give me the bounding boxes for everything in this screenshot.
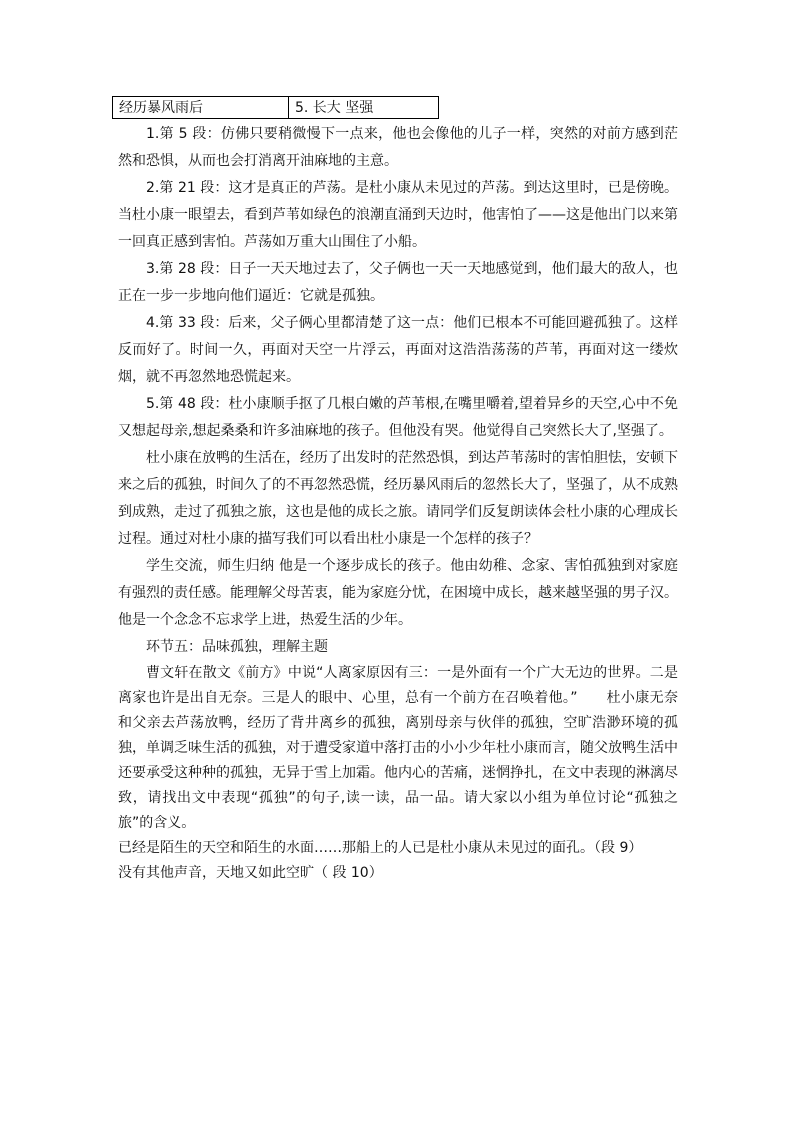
quote-paragraph-28: 3.第 28 段：日子一天天地过去了，父子俩也一天一天地感觉到，他们最大的敌人，也正在一步一步地向他们逼近：它就是孤独。 [118, 261, 678, 304]
quote-paragraph-48: 5.第 48 段：杜小康顺手抠了几根白嫩的芦苇根,在嘴里嚼着,望着异乡的天空,心中不免又想起母亲,想起桑桑和许多油麻地的孩子。但他没有哭。他觉得自己突然长大了,坚强了。 [118, 396, 678, 439]
quote-paragraph-5: 1.第 5 段：仿佛只要稍微慢下一点来，他也会像他的儿子一样，突然的对前方感到茫然和恐惧，从而也会打消离开油麻地的主意。 [118, 126, 678, 169]
student-discussion-paragraph: 学生交流，师生归纳 他是一个逐步成长的孩子。他由幼稚、念家、害怕孤独到对家庭有强烈的责任感。能理解父母苦衷，能为家庭分忧，在困境中成长，越来越坚强的男子汉。他是一个念念不忘求学上进，热爱生活的少年。 [118, 558, 678, 628]
quote-paragraph-33: 4.第 33 段：后来，父子俩心里都清楚了这一点：他们已根本不可能回避孤独了。这样反而好了。时间一久，再面对天空一片浮云，再面对这浩浩荡荡的芦苇，再面对这一缕炊烟，就不再忽然地恐慌起来。 [118, 315, 678, 385]
table-cell-stage: 经历暴风雨后 [113, 97, 289, 119]
quote-line-9: 已经是陌生的天空和陌生的水面……那船上的人已是杜小康从未见过的面孔。（段 9） [118, 840, 643, 856]
document-page [118, 96, 678, 886]
quote-paragraph-21: 2.第 21 段：这才是真正的芦荡。是杜小康从未见过的芦荡。到达这里时，已是傍晚。当杜小康一眼望去，看到芦苇如绿色的浪潮直涌到天边时，他害怕了——这是他出门以来第一回真正感到害怕。芦荡如万重大山围住了小船。 [118, 180, 678, 250]
section-heading: 环节五：品味孤独，理解主题 [146, 639, 328, 655]
table-row [113, 97, 439, 119]
growth-summary-paragraph: 杜小康在放鸭的生活在，经历了出发时的茫然恐惧，到达芦苇荡时的害怕胆怯，安顿下来之后的孤独，时间久了的不再忽然恐慌，经历暴风雨后的忽然长大了，坚强了，从不成熟到成熟，走过了孤独之旅，这也是他的成长之旅。请同学们反复朗读体会杜小康的心理成长过程。通过对杜小康的描写我们可以看出杜小康是一个怎样的孩子？ [118, 450, 678, 547]
table-cell-result: 5. 长大 坚强 [289, 97, 439, 119]
summary-table [112, 96, 439, 119]
theme-paragraph: 曹文轩在散文《前方》中说“人离家原因有三：一是外面有一个广大无边的世界。二是离家也许是出自无奈。三是人的眼中、心里，总有一个前方在召唤着他。” 杜小康无奈和父亲去芦荡放鸭，经历了背井离乡的孤独，离别母亲与伙伴的孤独，空旷浩渺环境的孤独，单调乏味生活的孤独，对于遭受家道中落打击的小小少年杜小康而言，随父放鸭生活中还要承受这种种的孤独，无异于雪上加霜。他内心的苦痛，迷惘挣扎，在文中表现的淋漓尽致，请找出文中表现“孤独”的句子,读一读，品一品。请大家以小组为单位讨论“孤独之旅”的含义。 [118, 665, 678, 831]
quote-line-10: 没有其他声音，天地又如此空旷（ 段 10） [118, 865, 383, 881]
